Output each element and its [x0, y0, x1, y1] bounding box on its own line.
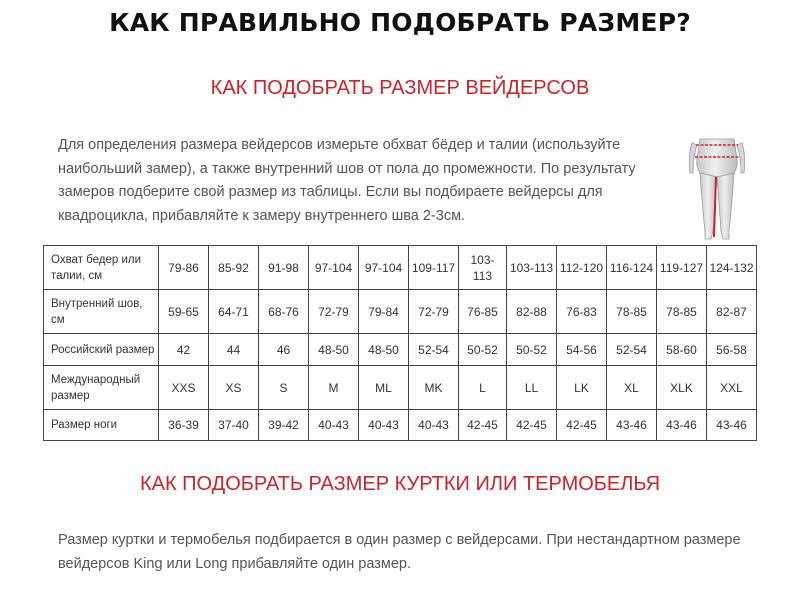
- table-cell: 58-60: [657, 334, 707, 366]
- table-cell: 64-71: [209, 290, 259, 334]
- table-cell: 44: [209, 334, 259, 366]
- waders-section-title: КАК ПОДОБРАТЬ РАЗМЕР ВЕЙДЕРСОВ: [210, 77, 590, 99]
- table-cell: 85-92: [209, 246, 259, 290]
- row-header-label: Международный: [51, 373, 141, 386]
- table-cell: 54-56: [557, 334, 607, 366]
- table-cell: S: [259, 366, 309, 410]
- table-cell: 42-45: [459, 410, 507, 441]
- table-cell: 56-58: [707, 334, 757, 366]
- table-cell: 40-43: [409, 410, 459, 441]
- table-cell: 116-124: [607, 246, 657, 290]
- table-cell: XXS: [159, 366, 209, 410]
- table-cell: 48-50: [309, 334, 359, 366]
- table-cell: 109-117: [409, 246, 459, 290]
- table-cell: XS: [209, 366, 259, 410]
- row-header-cell: [44, 366, 159, 410]
- table-cell: 43-46: [607, 410, 657, 441]
- table-cell: 103-113: [507, 246, 557, 290]
- table-cell: 78-85: [657, 290, 707, 334]
- table-cell: 68-76: [259, 290, 309, 334]
- row-header-label: см: [51, 313, 65, 326]
- table-cell: 43-46: [657, 410, 707, 441]
- page-title: КАК ПРАВИЛЬНО ПОДОБРАТЬ РАЗМЕР?: [109, 8, 691, 37]
- size-table: [43, 245, 757, 441]
- table-cell: 42-45: [557, 410, 607, 441]
- table-cell: 40-43: [359, 410, 409, 441]
- table-cell: 97-104: [309, 246, 359, 290]
- table-cell: 42-45: [507, 410, 557, 441]
- table-cell: 43-46: [707, 410, 757, 441]
- jacket-description-line: Размер куртки и термобелья подбирается в один размер с вейдерсами. При нестандартном размере: [58, 532, 741, 548]
- table-cell: 76-85: [459, 290, 507, 334]
- table-cell: L: [459, 366, 507, 410]
- table-cell: 50-52: [459, 334, 507, 366]
- table-cell: 46: [259, 334, 309, 366]
- row-header-cell: [44, 410, 159, 441]
- size-table-body: [44, 246, 757, 441]
- table-cell: 72-79: [309, 290, 359, 334]
- table-cell: M: [309, 366, 359, 410]
- row-header-label: Российский размер: [51, 343, 155, 356]
- table-cell: MK: [409, 366, 459, 410]
- table-row: [44, 366, 757, 410]
- table-cell: LL: [507, 366, 557, 410]
- table-row: [44, 246, 757, 290]
- waders-description: [58, 134, 658, 228]
- table-cell: 79-84: [359, 290, 409, 334]
- table-cell: 50-52: [507, 334, 557, 366]
- table-row: [44, 410, 757, 441]
- table-cell: LK: [557, 366, 607, 410]
- table-cell: XLK: [657, 366, 707, 410]
- table-cell: 97-104: [359, 246, 409, 290]
- table-cell: 59-65: [159, 290, 209, 334]
- jacket-description-line: вейдерсов King или Long прибавляйте один размер.: [58, 555, 412, 572]
- table-cell: 42: [159, 334, 209, 366]
- row-header-label: Охват бедер или: [51, 253, 142, 266]
- table-cell: 79-86: [159, 246, 209, 290]
- table-cell: XXL: [707, 366, 757, 410]
- row-header-label: Размер ноги: [51, 419, 118, 431]
- table-cell: 124-132: [707, 246, 757, 290]
- table-row: [44, 334, 757, 366]
- table-cell: 78-85: [607, 290, 657, 334]
- waders-description-line: Для определения размера вейдерсов измерьте обхват бёдер и талии (используйте: [58, 137, 621, 153]
- row-header-cell: [44, 334, 159, 366]
- table-cell: 112-120: [557, 246, 607, 290]
- waders-description-line: замеров подберите свой размер из таблицы. Если вы подбираете вейдерсы для: [58, 184, 603, 200]
- table-cell: 36-39: [159, 410, 209, 441]
- table-cell: 40-43: [309, 410, 359, 441]
- table-cell: 76-83: [557, 290, 607, 334]
- table-cell: 91-98: [259, 246, 309, 290]
- table-cell: 52-54: [607, 334, 657, 366]
- row-header-label: размер: [51, 389, 90, 402]
- row-header-label: талии, см: [51, 269, 103, 282]
- table-cell: 119-127: [657, 246, 707, 290]
- table-row: [44, 290, 757, 334]
- table-cell: 37-40: [209, 410, 259, 441]
- table-cell: ML: [359, 366, 409, 410]
- table-cell: 82-88: [507, 290, 557, 334]
- row-header-label: Внутренний шов,: [51, 297, 143, 310]
- table-cell: 48-50: [359, 334, 409, 366]
- table-cell: 103-113: [459, 246, 507, 290]
- table-cell: 52-54: [409, 334, 459, 366]
- jacket-section-title: КАК ПОДОБРАТЬ РАЗМЕР КУРТКИ ИЛИ ТЕРМОБЕЛЬЯ: [139, 473, 661, 495]
- jacket-description: [58, 529, 778, 576]
- table-cell: 72-79: [409, 290, 459, 334]
- table-cell: 82-87: [707, 290, 757, 334]
- waders-description-line: наибольший замер), а также внутренний шов от пола до промежности. По результату: [58, 160, 636, 177]
- row-header-cell: [44, 290, 159, 334]
- table-cell: XL: [607, 366, 657, 410]
- row-header-cell: [44, 246, 159, 290]
- waders-description-line: квадроцикла, прибавляйте к замеру внутреннего шва 2-3см.: [58, 207, 466, 224]
- leg-measurement-figure-icon: [682, 133, 752, 243]
- table-cell: 39-42: [259, 410, 309, 441]
